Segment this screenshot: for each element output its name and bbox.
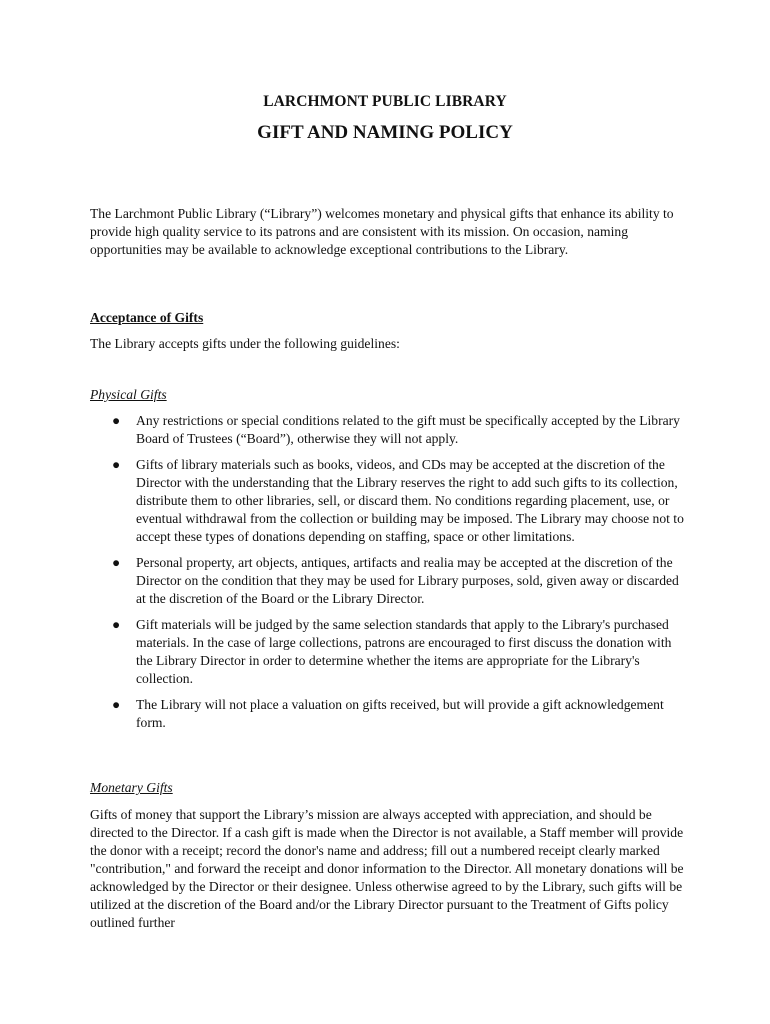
bullet-icon: ● [112, 697, 121, 712]
list-item [90, 456, 686, 546]
acceptance-lead: The Library accepts gifts under the following guidelines: [90, 336, 400, 351]
list-item [90, 696, 686, 732]
intro-text: The Larchmont Public Library (“Library”) welcomes monetary and physical gifts that enhance its ability to provide high quality service to its patrons and are consistent with its mission. On occasion, naming opportunities may be available to acknowledge exceptional contributions to the Library. [90, 206, 674, 257]
bullet-icon: ● [112, 457, 121, 472]
list-item-text: Gift materials will be judged by the same selection standards that apply to the Library's purchased materials. In the case of large collections, patrons are encouraged to first discuss the donation with the Library Director in order to determine whether the items are appropriate for the Library's collection. [136, 617, 672, 686]
monetary-gifts-paragraph [90, 806, 686, 932]
list-item-text: Any restrictions or special conditions related to the gift must be specifically accepted by the Library Board of Trustees (“Board”), otherwise they will not apply. [136, 413, 680, 446]
intro-paragraph [90, 205, 690, 259]
bullet-icon: ● [112, 413, 121, 428]
monetary-gifts-heading: Monetary Gifts [90, 780, 173, 795]
physical-gifts-list [90, 412, 686, 740]
bullet-icon: ● [112, 555, 121, 570]
monetary-gifts-text: Gifts of money that support the Library’s mission are always accepted with appreciation, and should be directed to the Director. If a cash gift is made when the Director is not available, a Staff member will provide the donor with a receipt; record the donor's name and address; fill out a numbered receipt clearly marked "contribution," and forward the receipt and donor information to the Director. All monetary donations will be acknowledged by the Director or their designee. Unless otherwise agreed to by the Library, such gifts will be utilized at the discretion of the Board and/or the Library Director pursuant to the Treatment of Gifts policy outlined further [90, 807, 684, 930]
list-item [90, 554, 686, 608]
document-title: GIFT AND NAMING POLICY [257, 122, 513, 143]
list-item-text: The Library will not place a valuation on gifts received, but will provide a gift acknowledgement form. [136, 697, 664, 730]
list-item [90, 412, 686, 448]
physical-gifts-heading: Physical Gifts [90, 387, 167, 402]
list-item-text: Gifts of library materials such as books, videos, and CDs may be accepted at the discretion of the Director with the understanding that the Library reserves the right to add such gifts to its collection, distribute them to other libraries, sell, or discard them. No conditions regarding placement, use, or eventual withdrawal from the collection or building may be imposed. The Library may choose not to accept these types of donations depending on staffing, space or other limitations. [136, 457, 684, 544]
organization-title: LARCHMONT PUBLIC LIBRARY [263, 93, 507, 110]
bullet-icon: ● [112, 617, 121, 632]
list-item [90, 616, 686, 688]
acceptance-heading: Acceptance of Gifts [90, 310, 204, 325]
list-item-text: Personal property, art objects, antiques, artifacts and realia may be accepted at the discretion of the Director on the condition that they may be used for Library purposes, sold, given away or discarded at the discretion of the Board or the Library Director. [136, 555, 679, 606]
